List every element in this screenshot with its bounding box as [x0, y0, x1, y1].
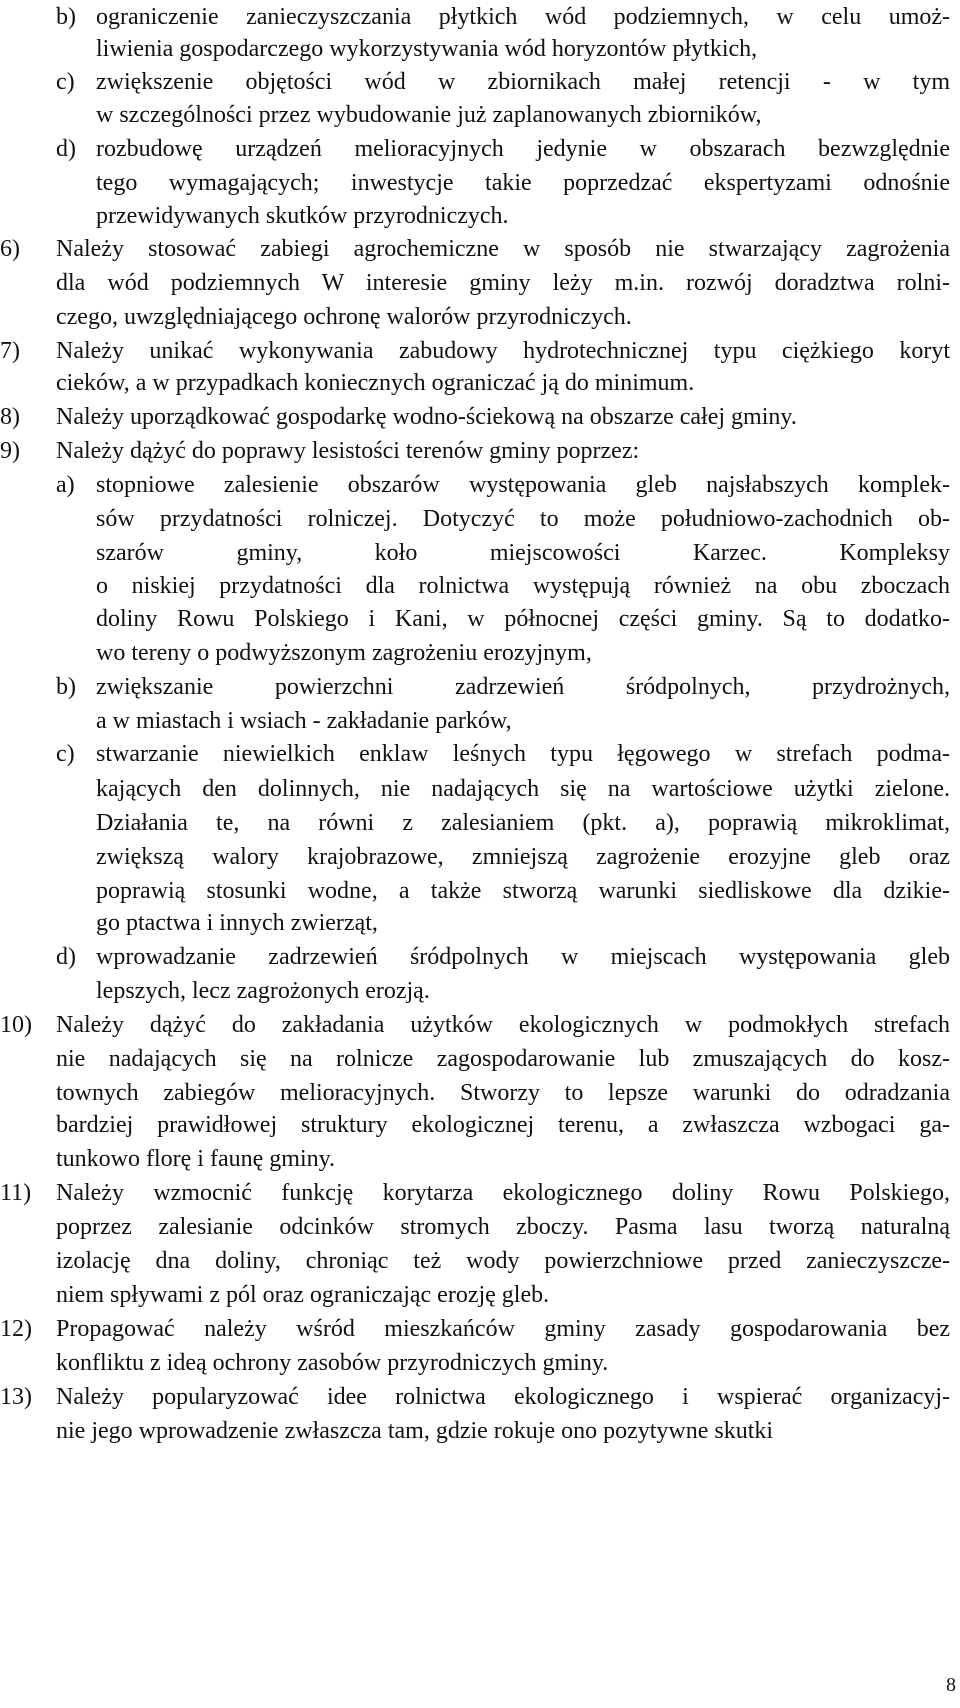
list-item-label: 10)	[0, 1012, 32, 1038]
list-item-text-line: lepszych, lecz zagrożonych erozją.	[96, 978, 430, 1004]
list-item-text-line: doliny Rowu Polskiego i Kani, w północnej części gminy. Są to dodatko-	[96, 606, 950, 632]
list-item-text-line: Należy stosować zabiegi agrochemiczne w sposób nie stwarzający zagrożenia	[56, 236, 950, 262]
list-item-text-line: wprowadzanie zadrzewień śródpolnych w miejscach występowania gleb	[96, 944, 950, 970]
list-item-text-line: a w miastach i wsiach - zakładanie parków,	[96, 708, 512, 734]
list-item-text-line: kających den dolinnych, nie nadających się na wartościowe użytki zielone.	[96, 776, 950, 802]
list-item-label: c)	[56, 741, 75, 767]
list-item-label: d)	[56, 136, 76, 162]
list-item-text-line: cieków, a w przypadkach koniecznych ograniczać ją do minimum.	[56, 370, 695, 396]
list-item-text-line: go ptactwa i innych zwierząt,	[96, 910, 378, 936]
list-item-label: b)	[56, 4, 76, 30]
list-item-text-line: townych zabiegów melioracyjnych. Stworzy to lepsze warunki do odradzania	[56, 1080, 950, 1106]
list-item-text-line: zwiększanie powierzchni zadrzewień śródpolnych, przydrożnych,	[96, 674, 950, 700]
list-item-text-line: stwarzanie niewielkich enklaw leśnych typu łęgowego w strefach podma-	[96, 741, 950, 767]
list-item-text-line: wo tereny o podwyższonym zagrożeniu erozyjnym,	[96, 640, 592, 666]
list-item-text-line: Należy popularyzować idee rolnictwa ekologicznego i wspierać organizacyj-	[56, 1384, 950, 1410]
list-item-text-line: szarów gminy, koło miejscowości Karzec. Kompleksy	[96, 540, 950, 566]
list-item-text-line: Należy wzmocnić funkcję korytarza ekologicznego doliny Rowu Polskiego,	[56, 1180, 950, 1206]
page-number: 8	[946, 1674, 956, 1696]
list-item-text-line: poprzez zalesianie odcinków stromych zboczy. Pasma lasu tworzą naturalną	[56, 1214, 950, 1240]
list-item-text-line: o niskiej przydatności dla rolnictwa występują również na obu zboczach	[96, 573, 950, 599]
list-item-text-line: izolację dna doliny, chroniąc też wody powierzchniowe przed zanieczyszcze-	[56, 1248, 950, 1274]
list-item-label: d)	[56, 944, 76, 970]
list-item-text-line: sów przydatności rolniczej. Dotyczyć to może południowo-zachodnich ob-	[96, 506, 950, 532]
list-item-text-line: konfliktu z ideą ochrony zasobów przyrodniczych gminy.	[56, 1350, 609, 1376]
list-item-text-line: tunkowo florę i faunę gminy.	[56, 1146, 336, 1172]
list-item-text-line: tego wymagających; inwestycje takie poprzedzać ekspertyzami odnośnie	[96, 170, 950, 196]
list-item-text-line: bardziej prawidłowej struktury ekologicznej terenu, a zwłaszcza wzbogaci ga-	[56, 1112, 950, 1138]
list-item-label: c)	[56, 69, 75, 95]
list-item-label: 7)	[0, 338, 20, 364]
list-item-text-line: nie jego wprowadzenie zwłaszcza tam, gdzie rokuje ono pozytywne skutki	[56, 1418, 774, 1444]
list-item-text-line: Należy dążyć do poprawy lesistości terenów gminy poprzez:	[56, 438, 640, 464]
list-item-text-line: czego, uwzględniającego ochronę walorów przyrodniczych.	[56, 304, 632, 330]
list-item-text-line: Należy unikać wykonywania zabudowy hydrotechnicznej typu ciężkiego koryt	[56, 338, 950, 364]
list-item-label: 8)	[0, 404, 20, 430]
list-item-text-line: rozbudowę urządzeń melioracyjnych jedynie w obszarach bezwzględnie	[96, 136, 950, 162]
list-item-label: a)	[56, 472, 75, 498]
list-item-label: 12)	[0, 1316, 32, 1342]
list-item-text-line: Należy dążyć do zakładania użytków ekologicznych w podmokłych strefach	[56, 1012, 950, 1038]
list-item-text-line: liwienia gospodarczego wykorzystywania wód horyzontów płytkich,	[96, 36, 758, 62]
list-item-label: 9)	[0, 438, 20, 464]
list-item-label: 6)	[0, 236, 20, 262]
list-item-label: b)	[56, 674, 76, 700]
list-item-text-line: Propagować należy wśród mieszkańców gminy zasady gospodarowania bez	[56, 1316, 950, 1342]
list-item-text-line: Działania te, na równi z zalesianiem (pkt. a), poprawią mikroklimat,	[96, 810, 950, 836]
list-item-text-line: przewidywanych skutków przyrodniczych.	[96, 203, 509, 229]
list-item-text-line: nie nadających się na rolnicze zagospodarowanie lub zmuszających do kosz-	[56, 1046, 950, 1072]
list-item-text-line: Należy uporządkować gospodarkę wodno-ściekową na obszarze całej gminy.	[56, 404, 797, 430]
list-item-text-line: zwiększenie objętości wód w zbiornikach małej retencji - w tym	[96, 69, 950, 95]
list-item-label: 11)	[0, 1180, 32, 1206]
list-item-text-line: dla wód podziemnych W interesie gminy leży m.in. rozwój doradztwa rolni-	[56, 270, 950, 296]
list-item-text-line: niem spływami z pól oraz ograniczając erozję gleb.	[56, 1282, 550, 1308]
list-item-text-line: w szczególności przez wybudowanie już zaplanowanych zbiorników,	[96, 102, 762, 128]
list-item-text-line: zwiększą walory krajobrazowe, zmniejszą zagrożenie erozyjne gleb oraz	[96, 844, 950, 870]
list-item-text-line: stopniowe zalesienie obszarów występowania gleb najsłabszych komplek-	[96, 472, 950, 498]
list-item-label: 13)	[0, 1384, 32, 1410]
list-item-text-line: ograniczenie zanieczyszczania płytkich wód podziemnych, w celu umoż-	[96, 4, 950, 30]
list-item-text-line: poprawią stosunki wodne, a także stworzą warunki siedliskowe dla dzikie-	[96, 878, 950, 904]
